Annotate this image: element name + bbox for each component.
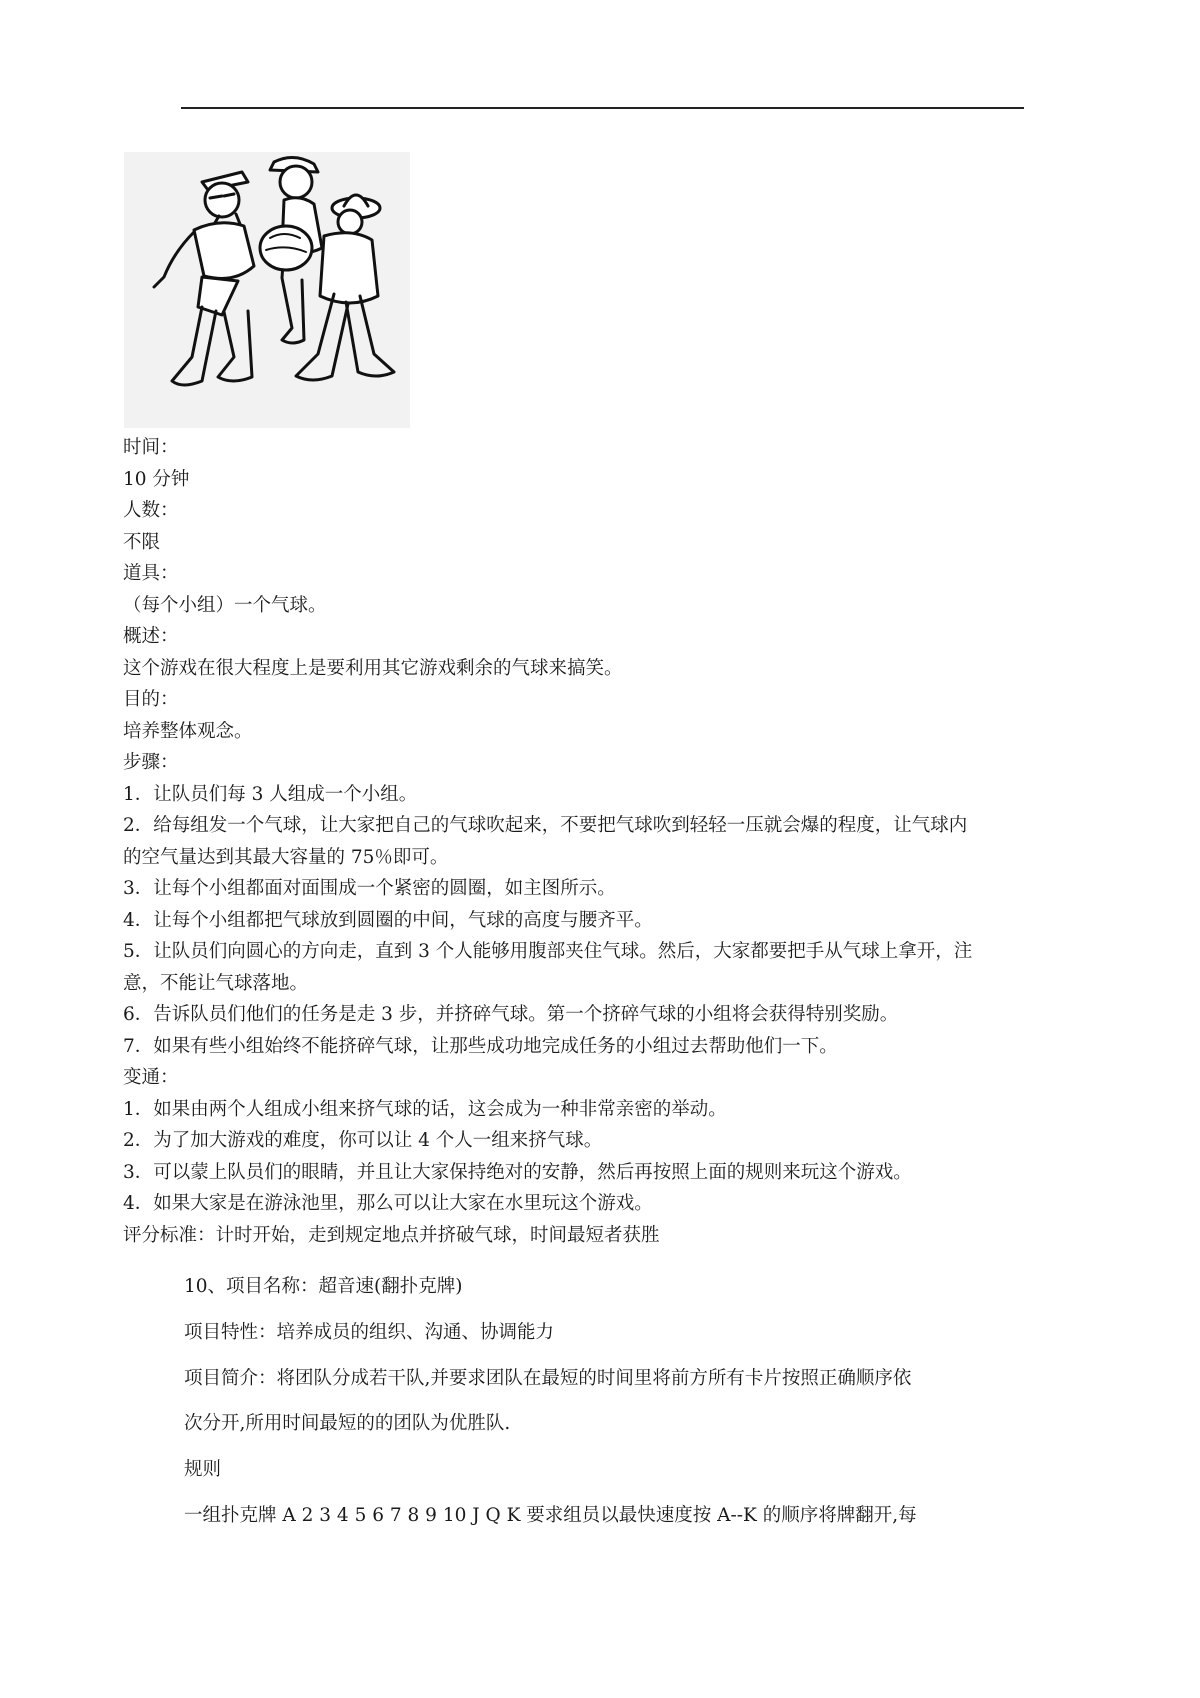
project-intro-line-2: 次分开,所用时间最短的的团队为优胜队. <box>184 1413 511 1435</box>
step-5-line-1: 5．让队员们向圆心的方向走，直到 3 个人能够用腹部夹住气球。然后，大家都要把手从气球上拿开，注 <box>123 941 973 962</box>
label-variations: 变通： <box>123 1067 179 1088</box>
scoring-criteria: 评分标准：计时开始，走到规定地点并挤破气球，时间最短者获胜 <box>123 1224 660 1246</box>
game-description <box>123 432 1083 1251</box>
label-players: 人数： <box>123 500 179 521</box>
step-2-line-2: 的空气量达到其最大容量的 75％即可。 <box>123 846 449 868</box>
project-intro-line-1: 项目简介：将团队分成若干队,并要求团队在最短的时间里将前方所有卡片按照正确顺序依 <box>184 1367 912 1389</box>
rules-heading: 规则 <box>184 1459 222 1481</box>
label-purpose: 目的： <box>123 689 179 710</box>
step-6: 6．告诉队员们他们的任务是走 3 步，并挤碎气球。第一个挤碎气球的小组将会获得特别奖励。 <box>123 1004 899 1025</box>
variation-4: 4．如果大家是在游泳池里，那么可以让大家在水里玩这个游戏。 <box>123 1193 653 1214</box>
step-3: 3．让每个小组都面对面围成一个紧密的圆圈，如主图所示。 <box>123 878 616 899</box>
value-props: （每个小组）一个气球。 <box>123 594 327 616</box>
label-time: 时间： <box>123 437 179 458</box>
value-players: 不限 <box>123 531 161 553</box>
balloon-squeeze-illustration <box>124 152 410 428</box>
project-title: 10、项目名称：超音速(翻扑克牌) <box>184 1276 463 1297</box>
label-props: 道具： <box>123 563 179 584</box>
value-overview: 这个游戏在很大程度上是要利用其它游戏剩余的气球来搞笑。 <box>123 657 623 679</box>
header-rule <box>181 107 1024 109</box>
step-5-line-2: 意，不能让气球落地。 <box>123 972 309 994</box>
label-steps: 步骤： <box>123 752 179 773</box>
rules-line-1: 一组扑克牌 A 2 3 4 5 6 7 8 9 10 J Q K 要求组员以最快速度按 A--K 的顺序将牌翻开,每 <box>184 1504 917 1526</box>
value-time: 10 分钟 <box>123 468 190 490</box>
step-1: 1．让队员们每 3 人组成一个小组。 <box>123 783 418 805</box>
step-4: 4．让每个小组都把气球放到圆圈的中间，气球的高度与腰齐平。 <box>123 909 653 931</box>
value-purpose: 培养整体观念。 <box>123 720 253 742</box>
project-features: 项目特性：培养成员的组织、沟通、协调能力 <box>184 1321 555 1343</box>
variation-3: 3．可以蒙上队员们的眼睛，并且让大家保持绝对的安静，然后再按照上面的规则来玩这个游戏。 <box>123 1161 912 1183</box>
label-overview: 概述： <box>123 626 179 647</box>
three-people-balloon-icon <box>124 152 410 428</box>
project-10-section <box>184 1264 1064 1539</box>
step-2-line-1: 2．给每组发一个气球，让大家把自己的气球吹起来，不要把气球吹到轻轻一压就会爆的程度，让气球内 <box>123 815 968 836</box>
variation-2: 2．为了加大游戏的难度，你可以让 4 个人一组来挤气球。 <box>123 1130 603 1151</box>
variation-1: 1．如果由两个人组成小组来挤气球的话，这会成为一种非常亲密的举动。 <box>123 1098 727 1120</box>
step-7: 7．如果有些小组始终不能挤碎气球，让那些成功地完成任务的小组过去帮助他们一下。 <box>123 1035 838 1057</box>
